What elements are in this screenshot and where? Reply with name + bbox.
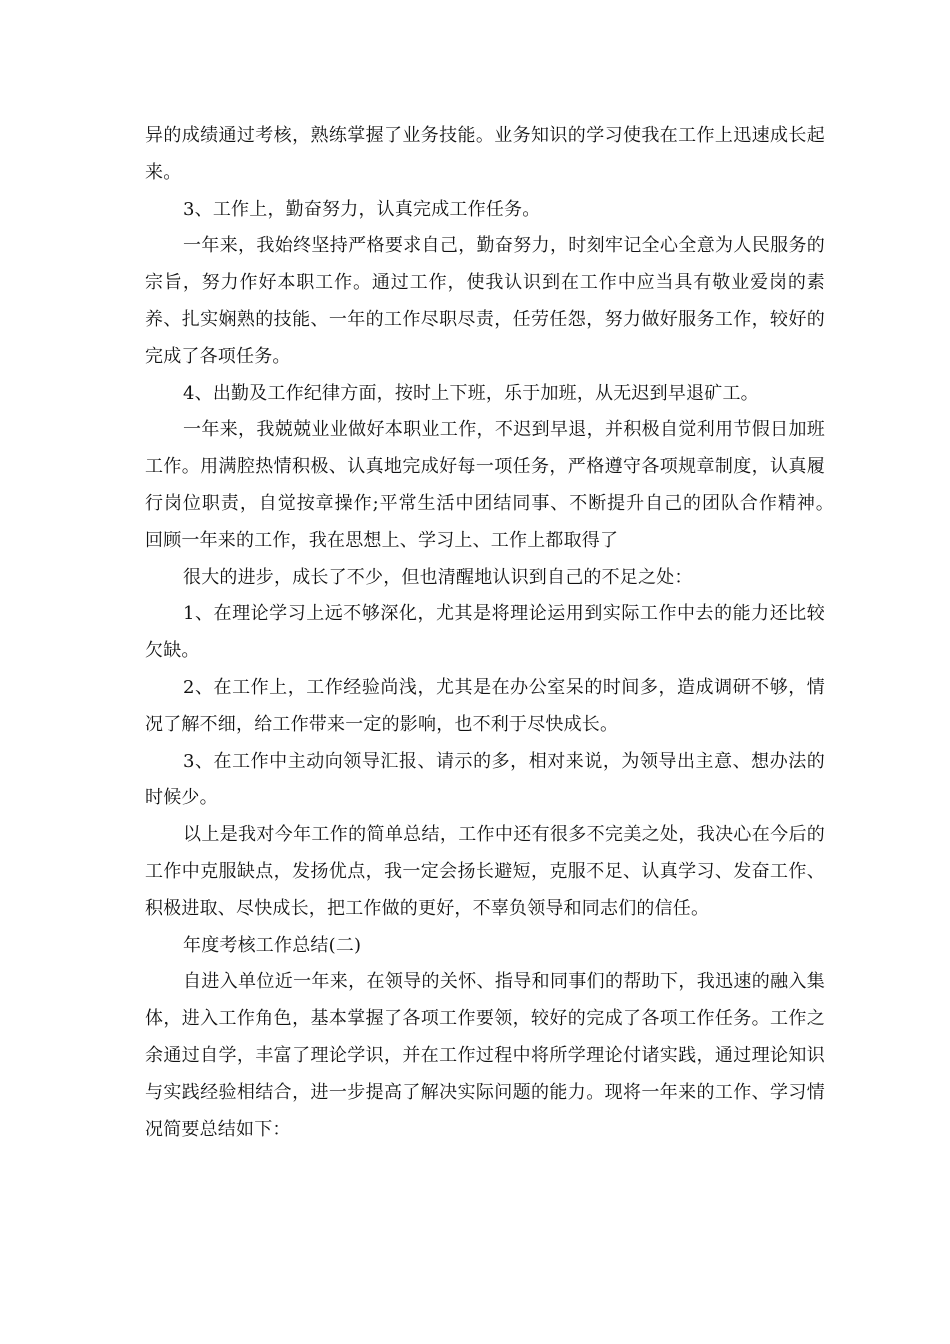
section-heading: 年度考核工作总结(二)	[183, 934, 362, 956]
paragraph-body: 一年来，我兢兢业业做好本职业工作，不迟到早退，并积极自觉利用节假日加班工作。用满腔热情积极、认真地完成好每一项任务，严格遵守各项规章制度，认真履行岗位职责，自觉按章操作;平常生活中团结同事、不断提升自己的团队合作精神。 回顾一年来的工作，我在思想上、学习上、工作上都取得了	[145, 419, 850, 551]
paragraph-shortcoming-2: 2、在工作上，工作经验尚浅，尤其是在办公室呆的时间多，造成调研不够，情况了解不细，给工作带来一定的影响，也不利于尽快成长。	[145, 676, 825, 735]
paragraph-intro: 自进入单位近一年来，在领导的关怀、指导和同事们的帮助下，我迅速的融入集体，进入工作角色，基本掌握了各项工作要领，较好的完成了各项工作任务。工作之余通过自学，丰富了理论学识，并在工作过程中将所学理论付诸实践，通过理论知识与实践经验相结合，进一步提高了解决实际问题的能力。现将一年来的工作、学习情况简要总结如下：	[145, 971, 825, 1140]
paragraph-item-4: 4、出勤及工作纪律方面，按时上下班，乐于加班，从无迟到早退矿工。	[183, 382, 759, 404]
paragraph-body: 很大的进步，成长了不少，但也清醒地认识到自己的不足之处：	[183, 566, 693, 588]
paragraph-continuation: 异的成绩通过考核，熟练掌握了业务技能。业务知识的学习使我在工作上迅速成长起来。	[145, 125, 825, 183]
paragraph-shortcoming-3: 3、在工作中主动向领导汇报、请示的多，相对来说，为领导出主意、想办法的时候少。	[145, 750, 825, 809]
paragraph-shortcoming-1: 1、在理论学习上远不够深化，尤其是将理论运用到实际工作中去的能力还比较欠缺。	[145, 603, 825, 662]
document-page	[145, 118, 850, 1148]
paragraph-conclusion: 以上是我对今年工作的简单总结，工作中还有很多不完美之处，我决心在今后的工作中克服缺点，发扬优点，我一定会扬长避短，克服不足、认真学习、发奋工作、积极进取、尽快成长，把工作做的更好，不辜负领导和同志们的信任。	[145, 824, 825, 919]
paragraph-item-3: 3、工作上，勤奋努力，认真完成工作任务。	[183, 198, 541, 220]
paragraph-body: 一年来，我始终坚持严格要求自己，勤奋努力，时刻牢记全心全意为人民服务的宗旨，努力作好本职工作。通过工作，使我认识到在工作中应当具有敬业爱岗的素养、扎实娴熟的技能、一年的工作尽职尽责，任劳任怨，努力做好服务工作，较好的完成了各项任务。	[145, 235, 825, 367]
